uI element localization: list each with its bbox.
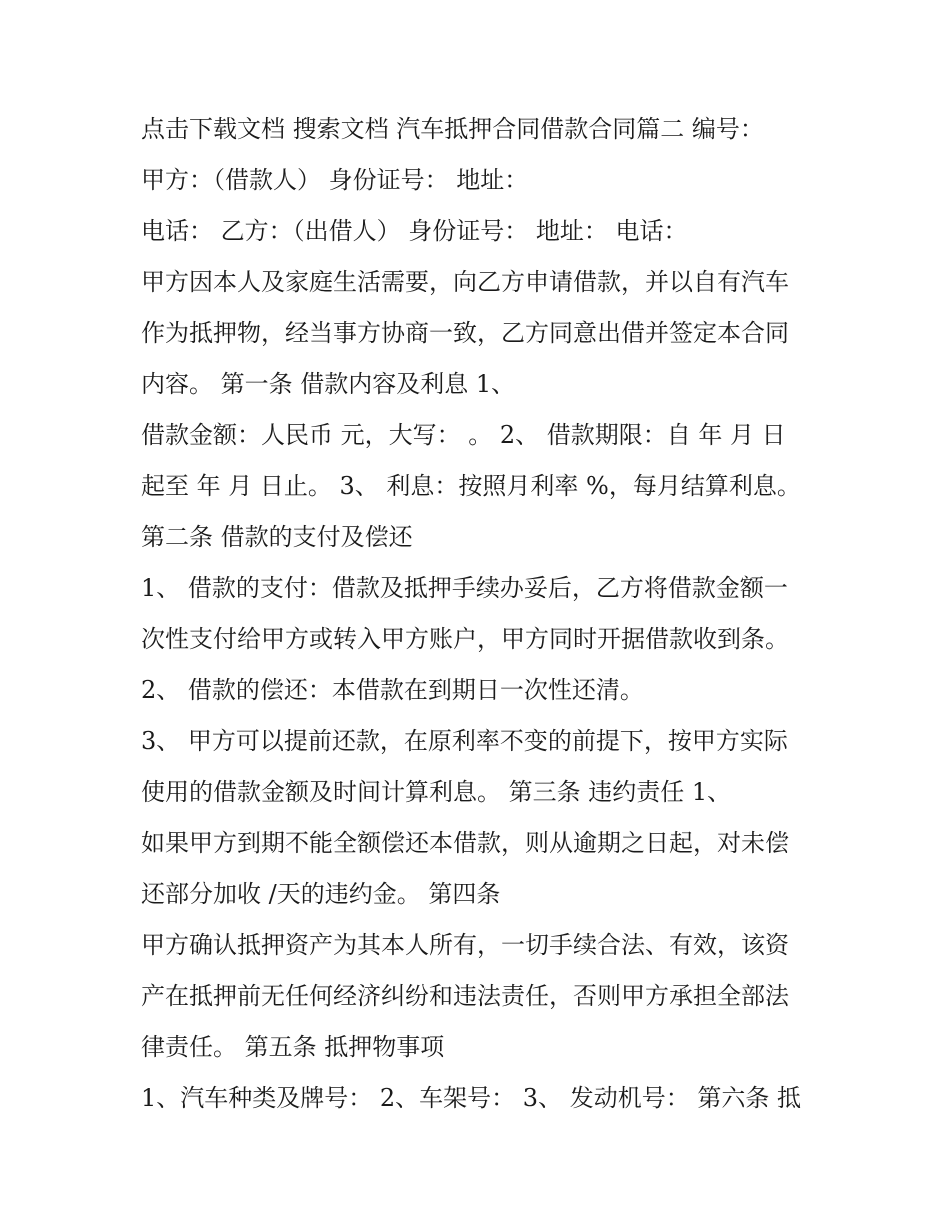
text-line: 1、汽车种类及牌号： 2、车架号： 3、 发动机号： 第六条 抵 [141, 1084, 801, 1112]
text-line: 律责任。 第五条 抵押物事项 [141, 1033, 445, 1061]
text-line: 如果甲方到期不能全额偿还本借款，则从逾期之日起，对未偿 [141, 829, 789, 857]
text-line: 1、 借款的支付：借款及抵押手续办妥后，乙方将借款金额一 [141, 574, 788, 602]
text-line: 产在抵押前无任何经济纠纷和违法责任，否则甲方承担全部法 [141, 982, 789, 1010]
text-line: 次性支付给甲方或转入甲方账户，甲方同时开据借款收到条。 [141, 625, 789, 653]
text-line: 作为抵押物，经当事方协商一致，乙方同意出借并签定本合同 [141, 319, 789, 347]
header-actions-line: 点击下载文档 搜索文档 汽车抵押合同借款合同篇二 编号： [141, 115, 764, 143]
text-line: 还部分加收 /天的违约金。 第四条 [141, 880, 501, 908]
text-line: 甲方确认抵押资产为其本人所有，一切手续合法、有效，该资 [141, 931, 789, 959]
text-line: 内容。 第一条 借款内容及利息 1、 [141, 370, 516, 398]
text-line: 借款金额：人民币 元，大写： 。 2、 借款期限：自 年 月 日 [141, 421, 786, 449]
text-line: 2、 借款的偿还：本借款在到期日一次性还清。 [141, 676, 644, 704]
party-a-line: 甲方：（借款人） 身份证号： 地址： [141, 166, 529, 194]
text-line: 使用的借款金额及时间计算利息。 第三条 违约责任 1、 [141, 778, 732, 806]
text-line: 3、 甲方可以提前还款，在原利率不变的前提下，按甲方实际 [141, 727, 788, 755]
text-line: 甲方因本人及家庭生活需要，向乙方申请借款，并以自有汽车 [141, 268, 789, 296]
section-heading: 第二条 借款的支付及偿还 [141, 523, 413, 551]
text-line: 起至 年 月 日止。 3、 利息：按照月利率 %，每月结算利息。 [141, 472, 801, 500]
party-b-line: 电话： 乙方：（出借人） 身份证号： 地址： 电话： [141, 217, 688, 245]
